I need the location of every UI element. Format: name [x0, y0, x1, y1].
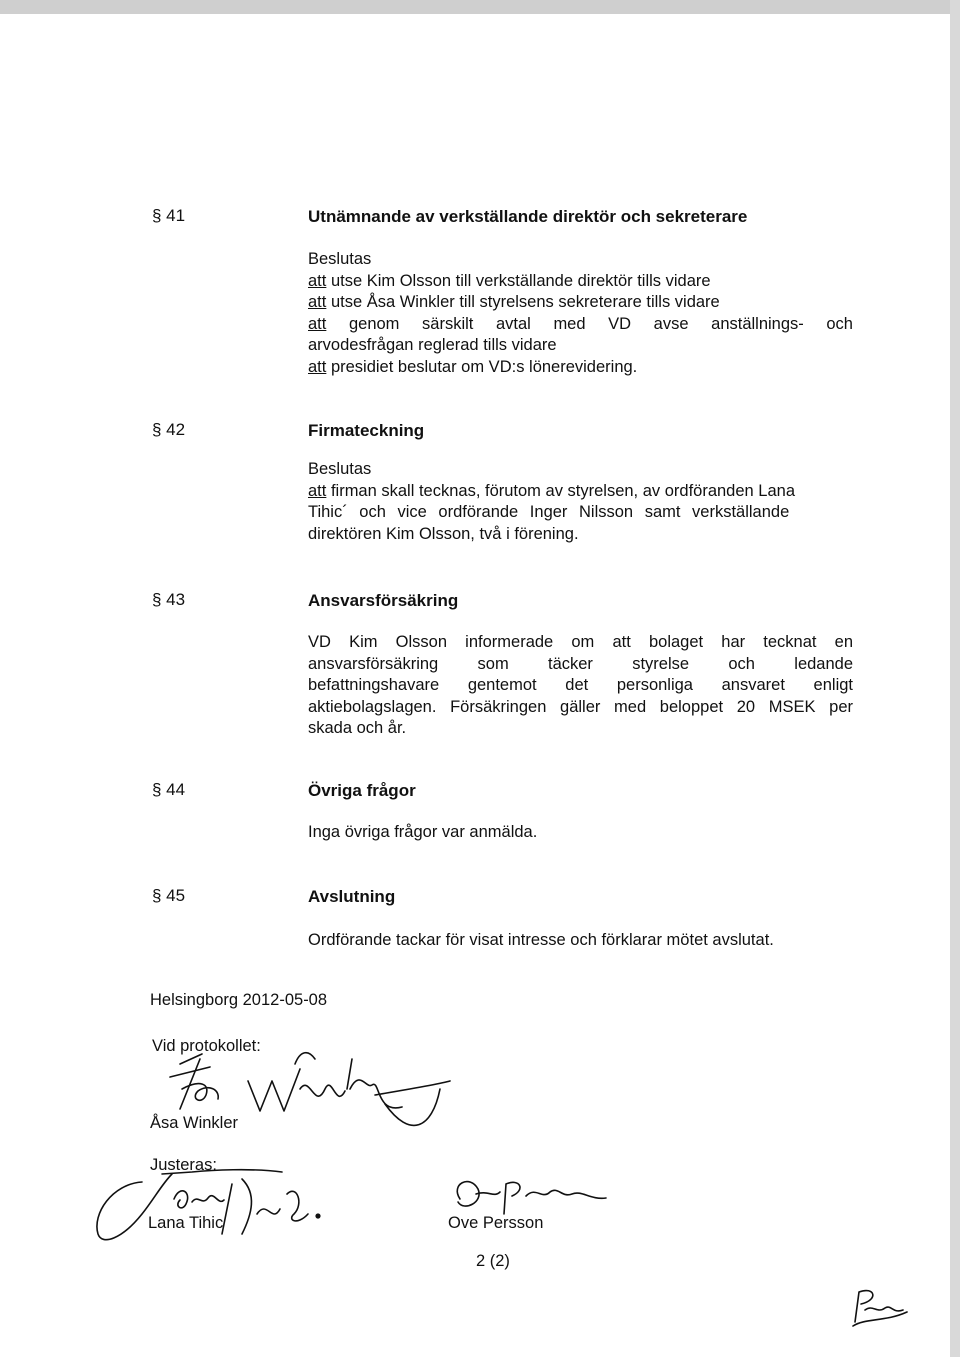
- section-heading: Ansvarsförsäkring: [308, 591, 459, 610]
- decision-line: [308, 357, 853, 379]
- section-body: [308, 822, 853, 844]
- decision-line: [308, 271, 853, 293]
- decision-text: firman skall tecknas, förutom av styrelsen, av ordföranden Lana: [326, 481, 796, 500]
- initials-mark: [845, 1282, 915, 1330]
- body-line: Ordförande tackar för visat intresse och förklarar mötet avslutat.: [308, 931, 774, 949]
- decision-line: [308, 292, 853, 314]
- document-page: [0, 14, 950, 1357]
- decision-intro: Beslutas: [308, 250, 372, 268]
- decision-text: direktören Kim Olsson, två i förening.: [308, 524, 579, 543]
- body-line: Inga övriga frågor var anmälda.: [308, 823, 538, 841]
- body-line: ansvarsförsäkring som täcker styrelse och ledande: [308, 654, 853, 673]
- decision-line: [308, 481, 853, 503]
- scan-edge-right: [950, 0, 960, 1357]
- section-heading: Firmateckning: [308, 421, 425, 440]
- decision-line: [308, 314, 853, 336]
- section-heading: Avslutning: [308, 887, 396, 906]
- body-line: skada och år.: [308, 719, 407, 737]
- place-date: Helsingborg 2012-05-08: [150, 991, 328, 1009]
- decision-line: [308, 335, 853, 357]
- decision-intro: Beslutas: [308, 460, 372, 478]
- att-keyword: att: [308, 293, 327, 311]
- adjusters-label: Justeras:: [150, 1156, 217, 1174]
- page-number: 2 (2): [476, 1252, 510, 1270]
- att-keyword: att: [308, 314, 327, 333]
- body-line: aktiebolagslagen. Försäkringen gäller med beloppet 20 MSEK per: [308, 697, 853, 716]
- body-line: VD Kim Olsson informerade om att bolaget har tecknat en: [308, 633, 853, 651]
- secretary-name: Åsa Winkler: [150, 1114, 239, 1132]
- section-number: § 41: [152, 206, 186, 225]
- decision-line: [308, 524, 853, 546]
- section-number: § 44: [152, 780, 186, 799]
- section-number: § 42: [152, 420, 186, 439]
- decision-text: utse Åsa Winkler till styrelsens sekreterare tills vidare: [326, 293, 720, 311]
- decision-text: arvodesfrågan reglerad tills vidare: [308, 336, 557, 354]
- minutes-label: Vid protokollet:: [152, 1037, 261, 1055]
- adjuster1-signature: [82, 1154, 372, 1254]
- att-keyword: att: [308, 357, 327, 376]
- section-heading: Övriga frågor: [308, 781, 416, 800]
- section-body: [308, 930, 853, 952]
- section-number: § 43: [152, 590, 186, 609]
- adjuster1-name: Lana Tihic: [148, 1214, 224, 1232]
- decision-text: utse Kim Olsson till verkställande direktör tills vidare: [326, 271, 711, 290]
- decision-text: presidiet beslutar om VD:s lönerevidering.: [326, 357, 638, 376]
- decision-text: genom särskilt avtal med VD avse anställnings- och: [326, 314, 853, 333]
- att-keyword: att: [308, 271, 327, 290]
- section-heading: Utnämnande av verkställande direktör och sekreterare: [308, 207, 748, 226]
- scan-edge-top: [0, 0, 960, 14]
- section-body: [308, 632, 853, 740]
- adjuster2-name: Ove Persson: [448, 1214, 544, 1232]
- section-number: § 45: [152, 886, 186, 905]
- decision-text: Tihic´ och vice ordförande Inger Nilsson samt verkställande: [308, 503, 790, 521]
- section-body: [308, 249, 853, 378]
- section-body: [308, 459, 853, 545]
- decision-line: [308, 502, 853, 524]
- att-keyword: att: [308, 481, 327, 500]
- body-line: befattningshavare gentemot det personliga ansvaret enligt: [308, 676, 853, 694]
